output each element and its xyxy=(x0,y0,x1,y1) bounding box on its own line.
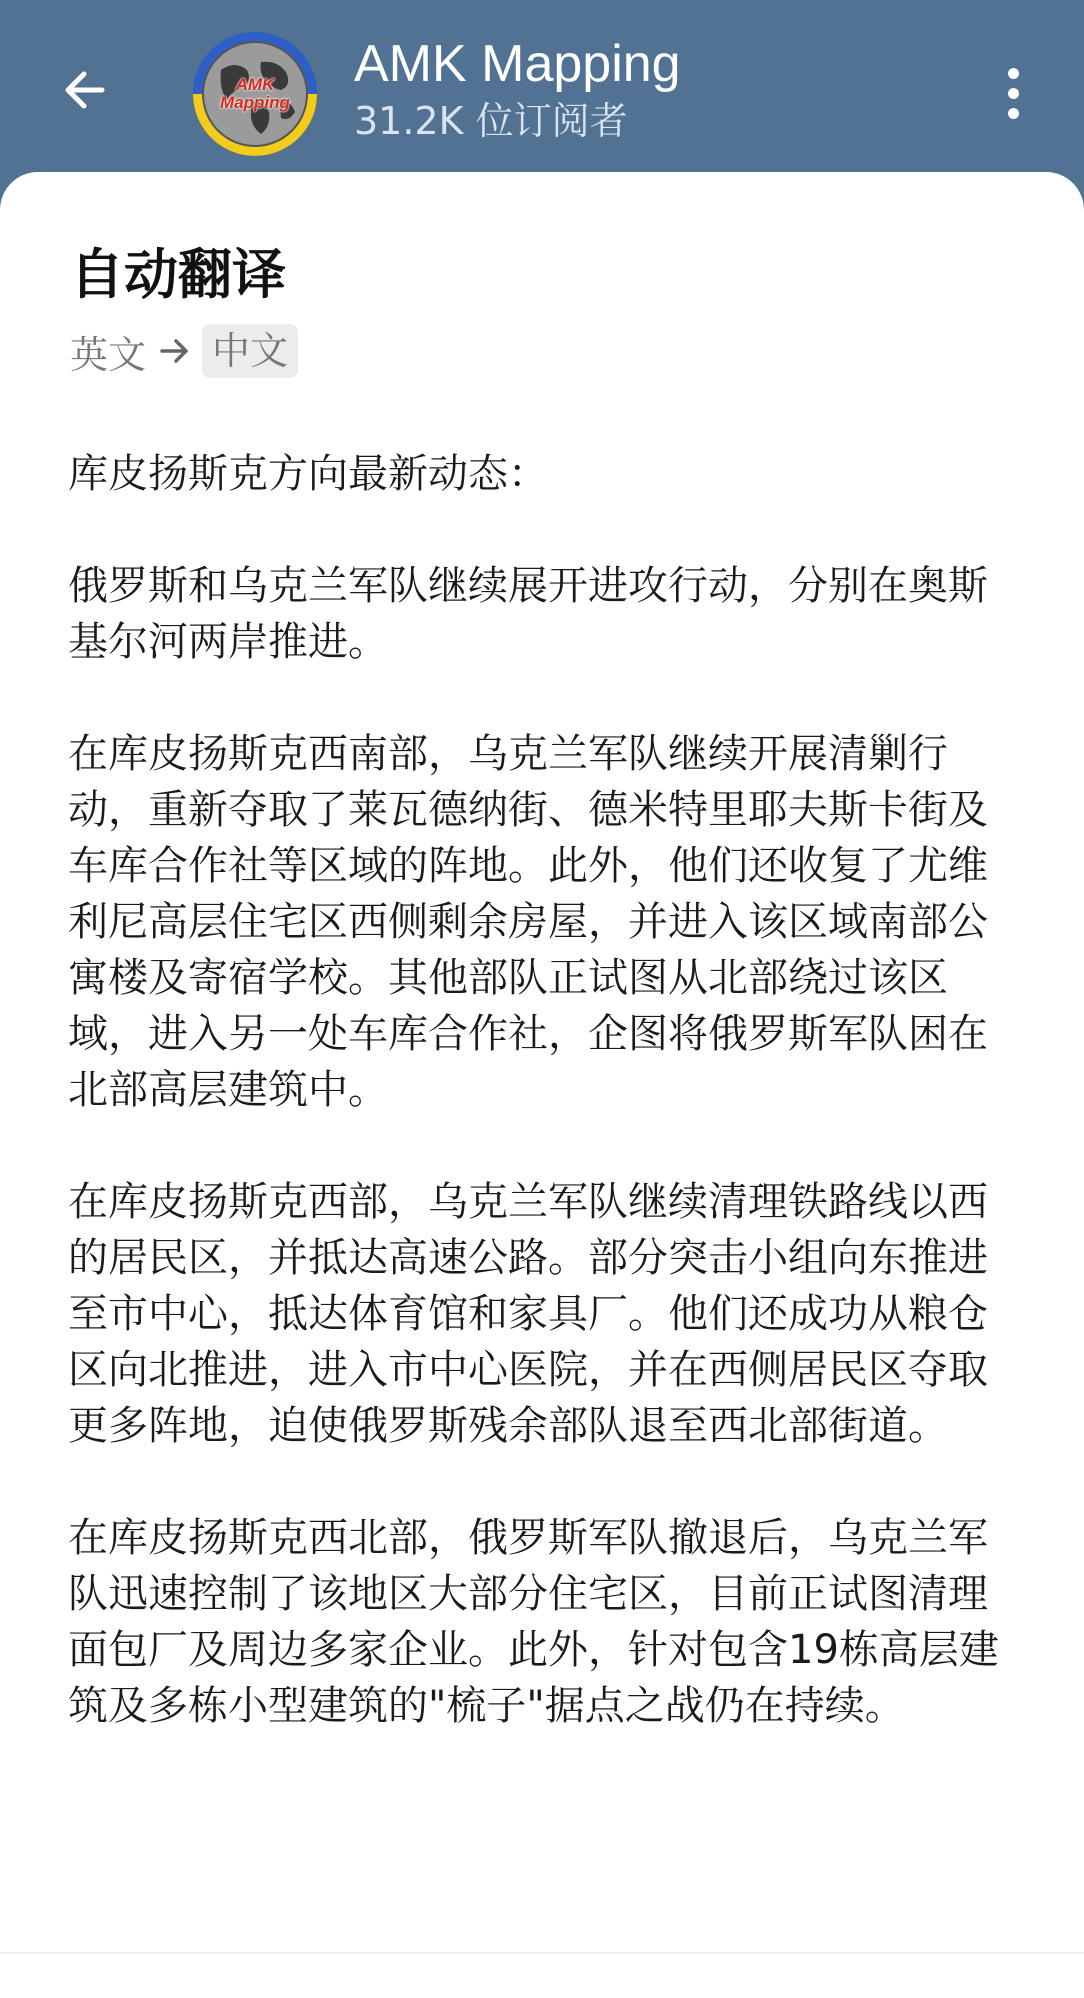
chat-header xyxy=(0,0,1084,190)
sheet-title: 自动翻译 xyxy=(70,243,286,306)
source-language[interactable]: 英文 xyxy=(70,332,147,377)
avatar-label: AMK Mapping xyxy=(220,75,290,112)
message-paragraph: 库皮扬斯克方向最新动态： xyxy=(68,451,548,497)
arrow-left-icon xyxy=(62,70,106,110)
message-paragraph: 俄罗斯和乌克兰军队继续展开进攻行动，分别在奥斯基尔河两岸推进。 xyxy=(68,563,988,665)
more-options-button[interactable] xyxy=(990,60,1036,126)
translation-sheet xyxy=(0,172,1084,1998)
arrow-right-icon xyxy=(158,333,194,369)
message-paragraph: 在库皮扬斯克西北部，俄罗斯军队撤退后，乌克兰军队迅速控制了该地区大部分住宅区，目前正试图清理面包厂及周边多家企业。此外，针对包含19栋高层建筑及多栋小型建筑的"梳子"据点之战仍在持续。 xyxy=(68,1515,999,1729)
channel-avatar[interactable] xyxy=(191,30,319,158)
translated-message xyxy=(68,446,1008,1734)
target-language[interactable]: 中文 xyxy=(202,324,298,378)
channel-name[interactable]: AMK Mapping xyxy=(354,35,681,93)
message-paragraph: 在库皮扬斯克西南部，乌克兰军队继续开展清剿行动，重新夺取了莱瓦德纳街、德米特里耶夫斯卡街及车库合作社等区域的阵地。此外，他们还收复了尤维利尼高层住宅区西侧剩余房屋，并进入该区域南部公寓楼及寄宿学校。其他部队正试图从北部绕过该区域，进入另一处车库合作社，企图将俄罗斯军队困在北部高层建筑中。 xyxy=(68,731,988,1113)
divider xyxy=(0,1952,1084,1954)
message-paragraph: 在库皮扬斯克西部，乌克兰军队继续清理铁路线以西的居民区，并抵达高速公路。部分突击小组向东推进至市中心，抵达体育馆和家具厂。他们还成功从粮仓区向北推进，进入市中心医院，并在西侧居民区夺取更多阵地，迫使俄罗斯残余部队退至西北部街道。 xyxy=(68,1179,988,1449)
subscriber-count: 31.2K 位订阅者 xyxy=(354,99,628,143)
more-vertical-icon xyxy=(1008,68,1019,79)
back-button[interactable] xyxy=(44,50,124,130)
language-selector xyxy=(70,324,298,378)
